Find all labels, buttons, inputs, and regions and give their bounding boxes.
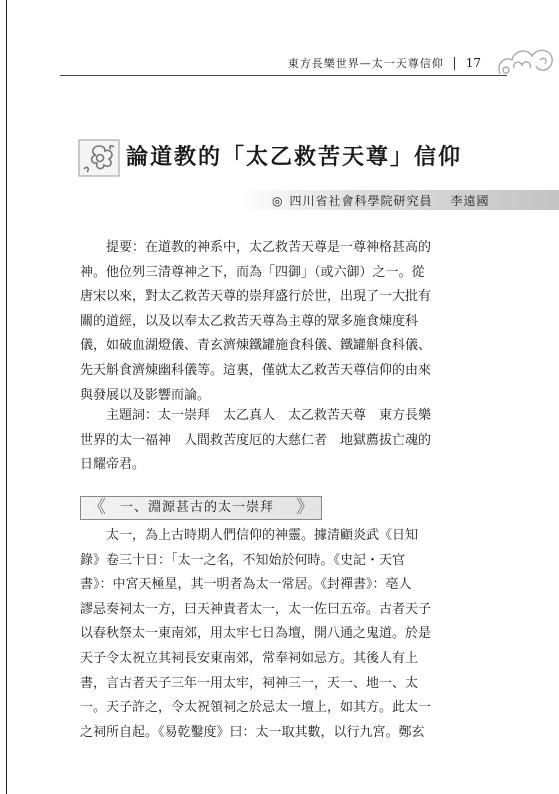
abstract — [80, 236, 520, 408]
abstract-line: 提要：在道教的神系中，太乙救苦天尊是一尊神格甚高的 — [80, 240, 432, 255]
keywords-line: 世界的太一福神 人間救苦度厄的大慈仁者 地獄薦拔亡魂的 — [80, 432, 432, 448]
body-line: 謬忌奏祠太一方，曰天神貴者太一，太一佐曰五帝。古者天子 — [80, 601, 432, 617]
author-line — [272, 192, 490, 209]
abstract-line: 先天斛食濟煉幽科儀等。這裏，僅就太乙救苦天尊信仰的由來 — [80, 362, 432, 378]
running-header — [272, 54, 481, 72]
author-affiliation: 四川省社會科學院研究員 — [289, 194, 433, 208]
header-divider — [454, 57, 455, 70]
body-line: 以春秋祭太一東南郊，用太牢七日為壇，開八通之鬼道。於是 — [80, 626, 432, 642]
abstract-line: 與發展以及影響而論。 — [80, 387, 211, 403]
keywords-line: 主題詞：太一崇拜 太乙真人 太乙救苦天尊 東方長樂 — [80, 408, 432, 423]
section-heading-box — [80, 496, 322, 520]
body-line: 天子令太祝立其祠長安東南郊，常奉祠如忌方。其後人有上 — [80, 650, 419, 666]
abstract-line: 唐宋以來，對太乙救苦天尊的崇拜盛行於世，出現了一大批有 — [80, 289, 432, 305]
title-cloud-ornament-icon — [78, 139, 120, 177]
running-header-text: 東方長樂世界—太一天尊信仰 — [287, 57, 444, 70]
body-line: 太一，為上古時期人們信仰的神靈。據清顧炎武《日知 — [80, 528, 419, 543]
body-line: 書》：中宮天極星，其一明者為太一常居。《封禪書》：亳人 — [80, 577, 412, 593]
abstract-line: 神。他位列三清尊神之下，而為「四御」（或六御）之一。從 — [80, 264, 425, 280]
double-chevron-left-icon: 《 — [88, 497, 106, 518]
body-line: 書，言古者天子三年一用太牢，祠神三一，天一、地一、太 — [80, 675, 419, 691]
header-rule — [60, 75, 507, 76]
double-chevron-right-icon: 》 — [296, 497, 314, 518]
body-line: 錄》卷三十日：「太一之名，不知始於何時。《史記・天官 — [80, 552, 406, 568]
cloud-ornament-icon — [492, 38, 558, 82]
author-bullet-icon: ◎ — [272, 194, 284, 208]
abstract-line: 儀，如破血湖燈儀、青玄濟煉鐵罐施食科儀、鐵罐斛食科儀、 — [80, 338, 432, 354]
keywords-line: 日耀帝君。 — [80, 457, 146, 473]
author-name: 李遠國 — [450, 194, 490, 208]
page-number: 17 — [465, 56, 481, 70]
section-body — [80, 524, 520, 745]
page-edge-rule — [6, 0, 7, 794]
article-title: 論道教的「太乙救苦天尊」信仰 — [126, 144, 463, 170]
keywords — [80, 404, 520, 478]
section-heading: 一、淵源甚古的太一崇拜 — [120, 500, 275, 515]
body-line: 一。天子許之，令太祝領祠之於忌太一壇上，如其方。此太一 — [80, 700, 432, 716]
abstract-line: 關的道經，以及以奉太乙救苦天尊為主尊的眾多施食煉度科 — [80, 313, 419, 329]
body-line: 之祠所自起。《易乾鑿度》曰：太一取其數，以行九宮。鄭玄 — [80, 724, 425, 740]
